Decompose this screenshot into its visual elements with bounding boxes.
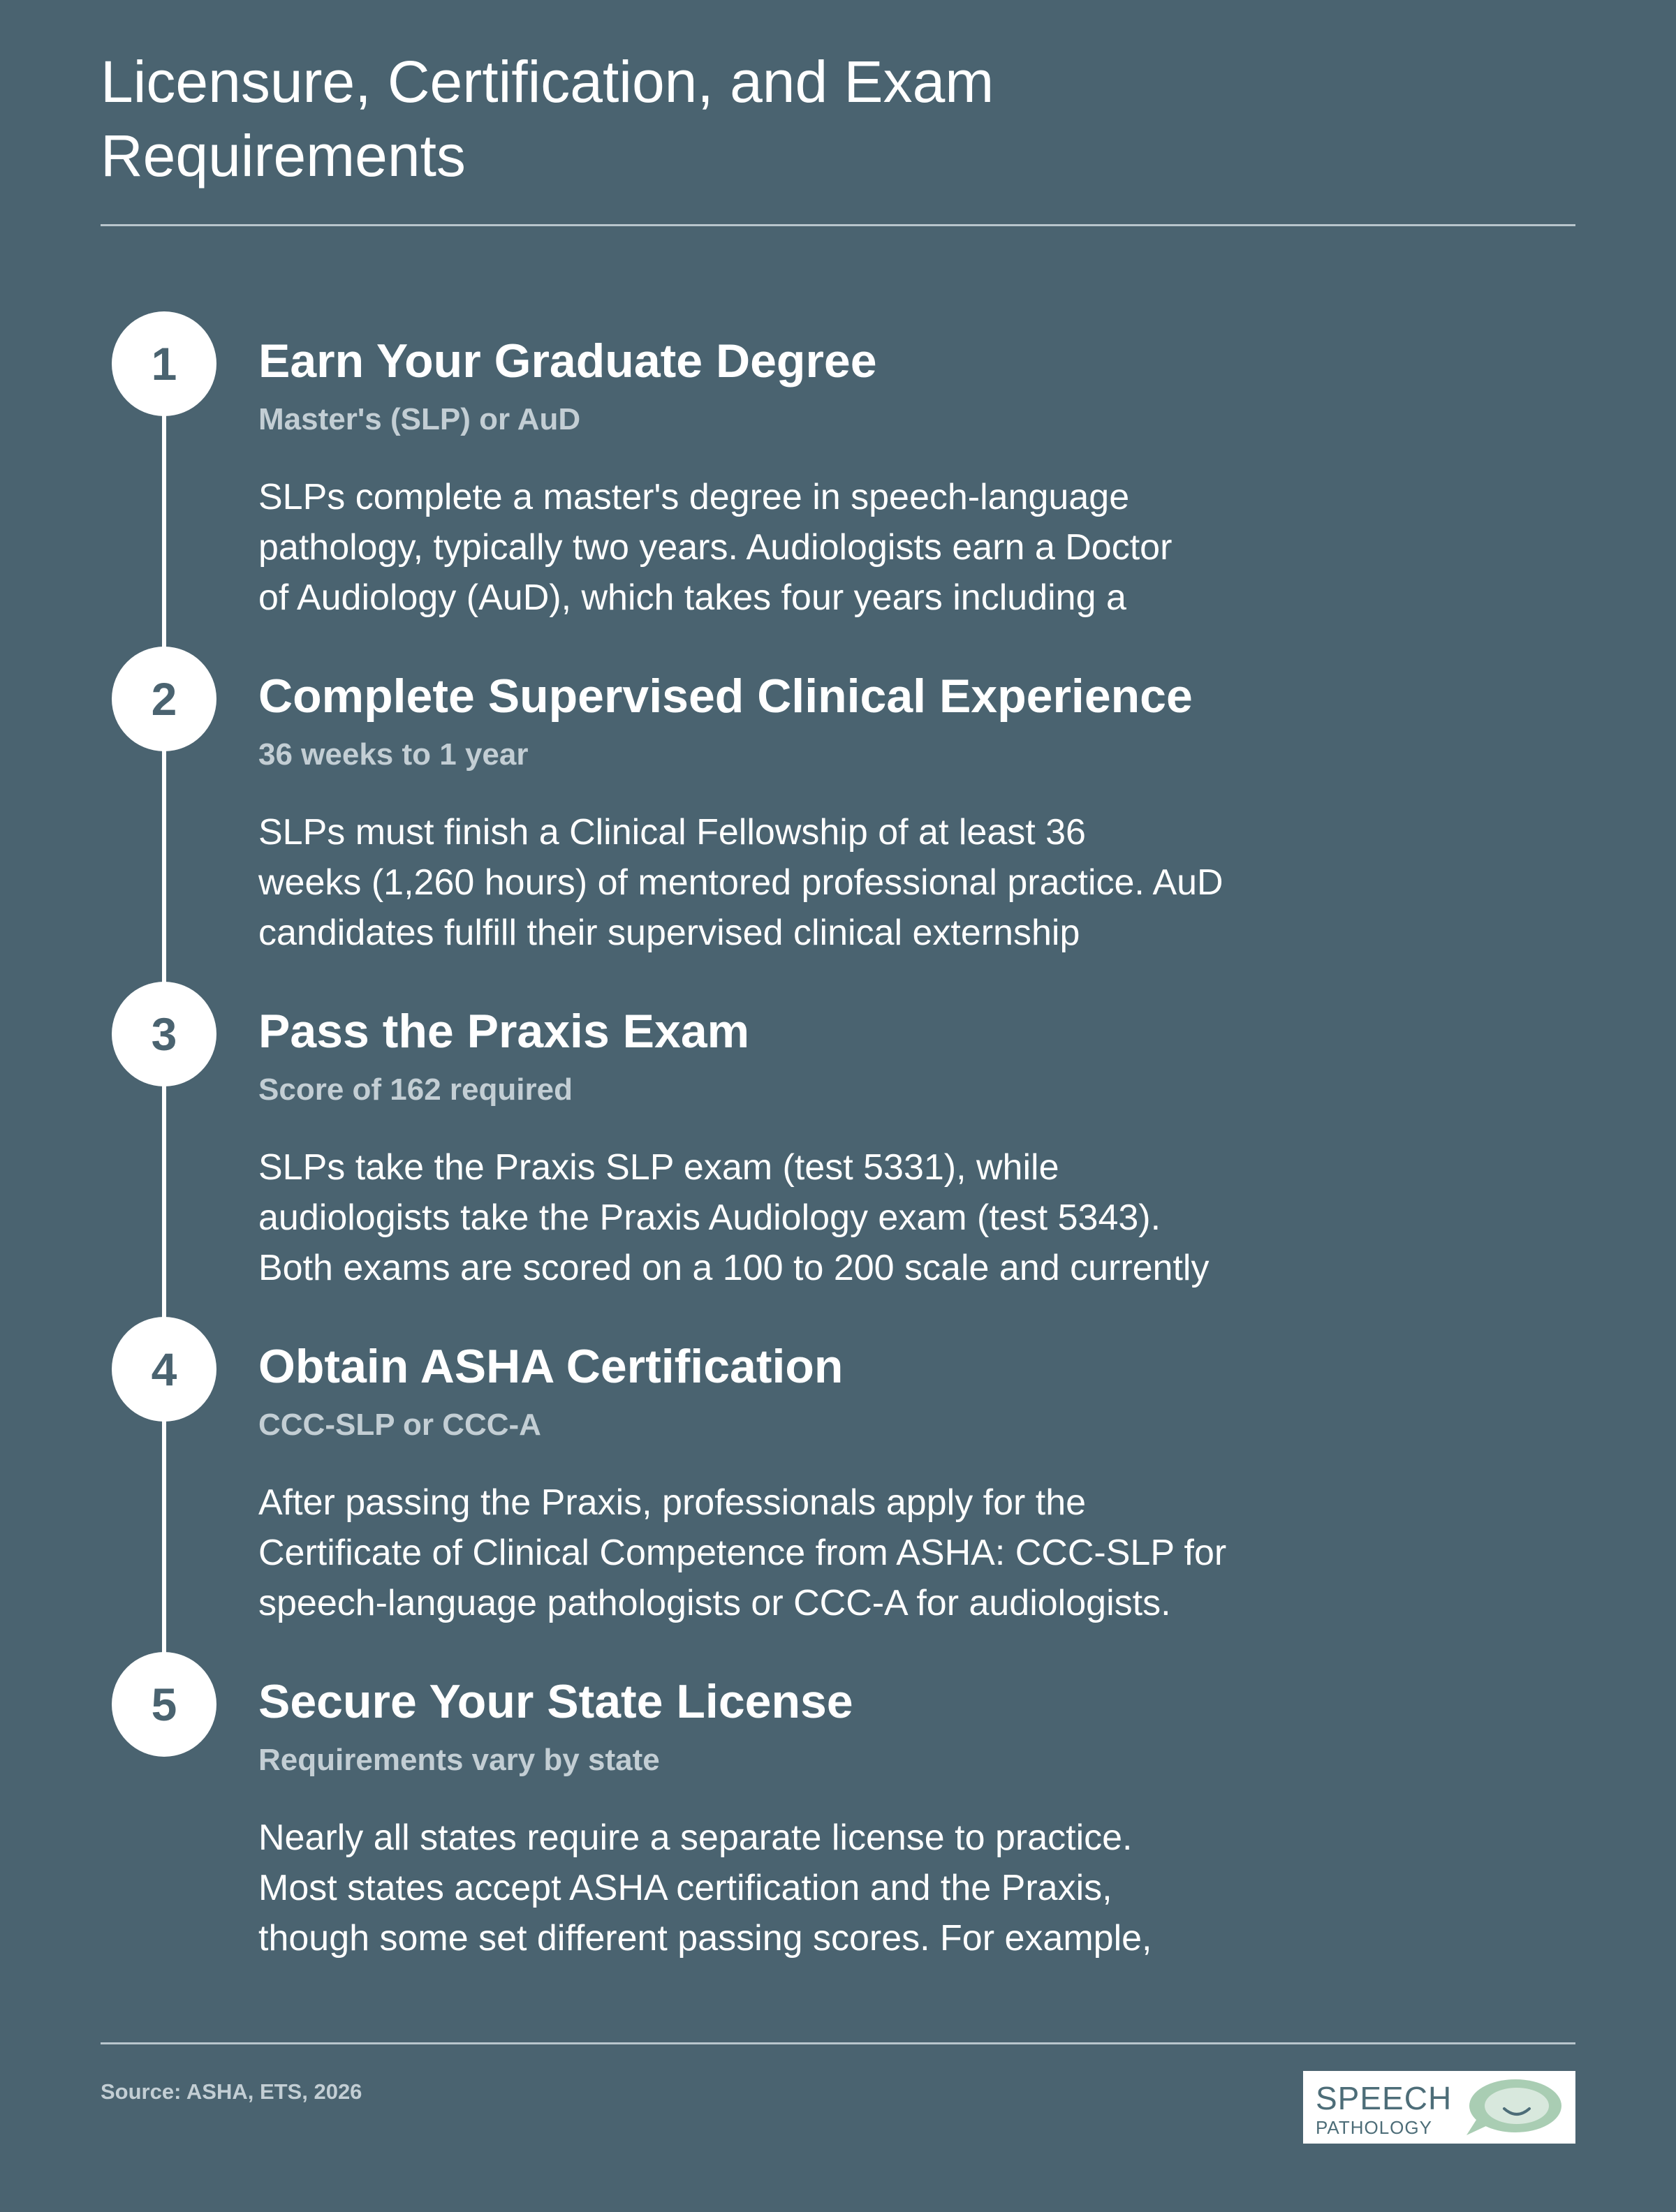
header-divider <box>101 224 1575 226</box>
step-description <box>258 1142 1348 1293</box>
step-subtitle: CCC-SLP or CCC-A <box>258 1408 541 1442</box>
step-description-line: weeks (1,260 hours) of mentored professional practice. AuD <box>258 862 1223 903</box>
step-description-line: audiologists take the Praxis Audiology exam (test 5343). <box>258 1197 1161 1238</box>
step-title: Complete Supervised Clinical Experience <box>258 670 1193 723</box>
page-title <box>101 45 1218 193</box>
step-description-line: speech-language pathologists or CCC-A for audiologists. <box>258 1583 1171 1623</box>
brand-logo <box>1303 2071 1575 2144</box>
page-title-line-1: Licensure, Certification, and Exam <box>101 49 994 115</box>
step-description-line: Certificate of Clinical Competence from ASHA: CCC-SLP for <box>258 1533 1227 1573</box>
step-subtitle: Master's (SLP) or AuD <box>258 402 581 436</box>
step-title: Earn Your Graduate Degree <box>258 334 877 388</box>
step-description-line: Both exams are scored on a 100 to 200 scale and currently <box>258 1248 1210 1288</box>
step-description-line: SLPs must finish a Clinical Fellowship of at least 36 <box>258 812 1086 853</box>
step-description-line: of Audiology (AuD), which takes four years including a <box>258 577 1126 618</box>
step-number-badge: 4 <box>112 1317 216 1422</box>
step-subtitle: Score of 162 required <box>258 1072 573 1107</box>
step-number-badge: 1 <box>112 311 216 416</box>
step-description-line: Most states accept ASHA certification and the Praxis, <box>258 1868 1112 1908</box>
step-number-badge: 3 <box>112 982 216 1086</box>
step-description-line: Nearly all states require a separate license to practice. <box>258 1817 1133 1858</box>
page-title-line-2: Requirements <box>101 123 466 189</box>
step-description-line: SLPs take the Praxis SLP exam (test 5331), while <box>258 1147 1059 1188</box>
step-description <box>258 807 1348 958</box>
step-description <box>258 1477 1348 1628</box>
logo-wordmark-bottom: PATHOLOGY <box>1316 2117 1432 2138</box>
step-description <box>258 472 1348 623</box>
step-number-badge: 5 <box>112 1652 216 1757</box>
step-title: Secure Your State License <box>258 1675 853 1728</box>
logo-wordmark-top: SPEECH <box>1316 2080 1453 2116</box>
step-description-line: SLPs complete a master's degree in speech-language <box>258 477 1130 517</box>
speech-bubble-icon <box>1461 2077 1566 2138</box>
footer-divider <box>101 2042 1575 2044</box>
step-description-line: After passing the Praxis, professionals apply for the <box>258 1482 1087 1523</box>
source-note: Source: ASHA, ETS, 2026 <box>101 2079 362 2104</box>
step-description-line: though some set different passing scores. For example, <box>258 1918 1152 1959</box>
step-number-badge: 2 <box>112 647 216 751</box>
step-description-line: pathology, typically two years. Audiologists earn a Doctor <box>258 527 1173 568</box>
step-description-line: candidates fulfill their supervised clinical externship <box>258 913 1080 953</box>
step-description <box>258 1813 1348 1963</box>
step-subtitle: Requirements vary by state <box>258 1743 660 1777</box>
step-title: Pass the Praxis Exam <box>258 1005 750 1058</box>
step-subtitle: 36 weeks to 1 year <box>258 737 529 772</box>
step-title: Obtain ASHA Certification <box>258 1340 844 1393</box>
